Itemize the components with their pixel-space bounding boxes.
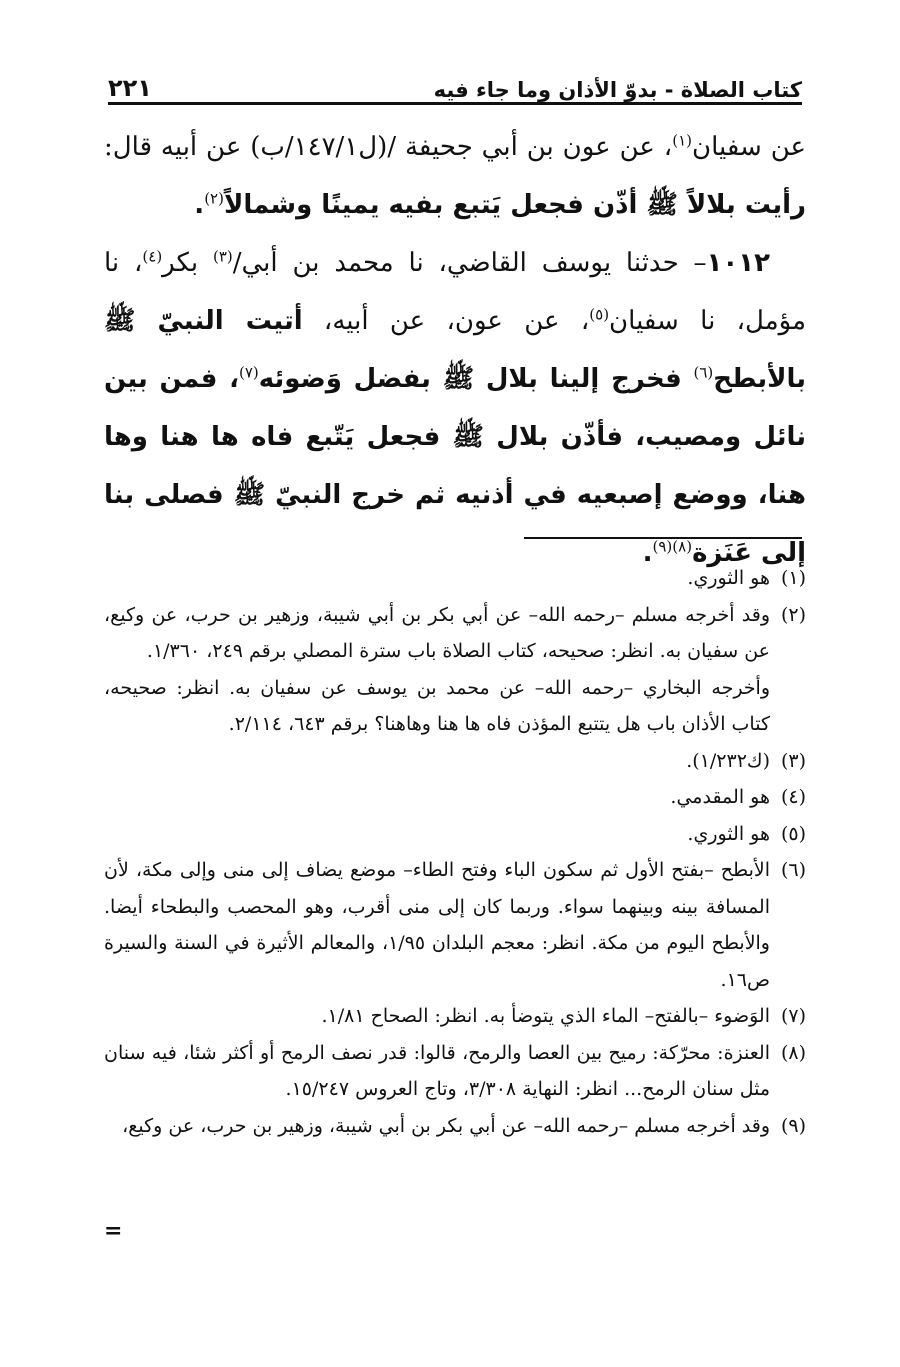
- footnote-item: [104, 852, 806, 998]
- footnote-marker: (٨): [672, 537, 693, 556]
- footnote-item: [104, 743, 806, 780]
- footnote-marker: (٧): [239, 363, 259, 382]
- footnote-item: [104, 779, 806, 816]
- hadith-matn: فخرج إلينا بلال ﷺ بفضل وَضوئه: [258, 364, 694, 394]
- footnote-text: هو المقدمي.: [670, 786, 770, 808]
- footnote-text: الوَضوء –بالفتح– الماء الذي يتوضأ به. انظر: الصحاح ١/٨١.: [321, 1005, 770, 1027]
- footnote-number: (١): [780, 567, 806, 589]
- footnote-text: العنزة: محرّكة: رميح بين العصا والرمح، قالوا: قدر نصف الرمح أو أكثر شئا، فيه سنان مثل سنان الرمح... انظر: النهاية ٣/٣٠٨، وتاج العروس ١٥/٢٤٧.: [104, 1041, 770, 1100]
- footnote-text: وقد أخرجه مسلم –رحمه الله– عن أبي بكر بن أبي شيبة، وزهير بن حرب، عن وكيع، عن سفيان به. انظر: صحيحه، كتاب الصلاة باب سترة المصلي برقم ٢٤٩، ١/٣٦٠.: [104, 603, 770, 662]
- footnote-number: (٣): [780, 749, 806, 772]
- footnote-text: الأبطح –بفتح الأول ثم سكون الباء وفتح الطاء– موضع يضاف إلى منى وإلى مكة، لأن المسافة بينه وبينهما سواء. وربما كان إلى منى أقرب، وهو المحصب والبطحاء أيضا. والأبطح اليوم من مكة. انظر: معجم البلدان ١/٩٥، والمعالم الأثيرة في السنة والسيرة ص١٦.: [104, 859, 770, 991]
- footnote-marker: (٩): [652, 537, 673, 556]
- footnote-text: وأخرجه البخاري –رحمه الله– عن محمد بن يوسف عن سفيان به. انظر: صحيحه، كتاب الأذان باب هل يتتبع المؤذن فاه ها هنا وهاهنا؟ برقم ٦٤٣، ٢/١١٤.: [104, 676, 770, 735]
- text-segment: ، عن عون بن أبي جحيفة /(ل١٤٧/١/ب) عن أبيه قال:: [104, 132, 673, 162]
- footnote-number: (٩): [780, 1114, 806, 1137]
- continuation-mark: =: [104, 1218, 123, 1244]
- footnote-item: [104, 1108, 806, 1145]
- footnote-text: هو الثوري.: [687, 822, 770, 845]
- paragraph-hadith: [104, 234, 806, 582]
- footnote-number: (٧): [780, 1005, 806, 1027]
- text-segment: بكر: [162, 248, 213, 278]
- footnote-item: [104, 560, 806, 597]
- footnote-marker: (٤): [142, 247, 163, 266]
- footnote-text: (ك١/٢٣٢).: [686, 749, 770, 772]
- footnote-item: [104, 597, 806, 743]
- text-segment: .: [194, 190, 205, 220]
- running-header: [108, 64, 802, 102]
- hadith-matn: رأيت بلالاً ﷺ أذّن فجعل يَتبع بفيه يمينًا وشمالاً: [223, 190, 806, 220]
- footnote-marker: (٢): [204, 189, 224, 208]
- hadith-matn: ، فمن بين نائل ومصيب، فأذّن بلال ﷺ فجعل يَتّبع فاه ها هنا وها هنا، ووضع إصبعيه في أذنيه ثم خرج النبيّ ﷺ فصلى بنا إلى عَنَزة: [104, 364, 806, 568]
- header-title: كتاب الصلاة - بدوّ الأذان وما جاء فيه: [433, 78, 802, 102]
- text-segment: – حدثنا يوسف القاضي، نا محمد بن أبي/: [232, 248, 707, 278]
- footnote-marker: (١): [672, 131, 692, 150]
- main-text: [104, 118, 806, 582]
- footnote-text: هو الثوري.: [687, 567, 770, 589]
- text-segment: ، عن عون، عن أبيه،: [302, 306, 590, 336]
- footnote-number: (٥): [780, 822, 806, 845]
- footnote-number: (٢): [780, 603, 806, 626]
- footnote-item: [104, 998, 806, 1035]
- footnote-marker: (٥): [589, 305, 610, 324]
- header-rule: [108, 102, 802, 105]
- footnote-number: (٨): [780, 1041, 806, 1064]
- text-segment: ، نا مؤمل، نا سفيان: [104, 248, 806, 336]
- text-segment: عن سفيان: [691, 132, 806, 162]
- paragraph-intro: [104, 118, 806, 234]
- footnotes-section: [104, 560, 806, 1144]
- footnote-number: (٤): [780, 786, 806, 808]
- hadith-matn: أتيت النبيّ ﷺ بالأبطح: [104, 306, 806, 394]
- footnote-separator: [524, 537, 802, 539]
- hadith-number: ١٠١٢: [706, 248, 770, 278]
- footnote-marker: (٦): [693, 363, 714, 382]
- footnote-text: وقد أخرجه مسلم –رحمه الله– عن أبي بكر بن أبي شيبة، وزهير بن حرب، عن وكيع،: [122, 1114, 770, 1137]
- footnote-marker: (٣): [212, 247, 233, 266]
- footnote-item: [104, 1035, 806, 1108]
- footnote-number: (٦): [780, 859, 806, 881]
- page-number: ٢٢١: [108, 74, 152, 102]
- footnote-item: [104, 816, 806, 853]
- text-segment: .: [642, 538, 653, 568]
